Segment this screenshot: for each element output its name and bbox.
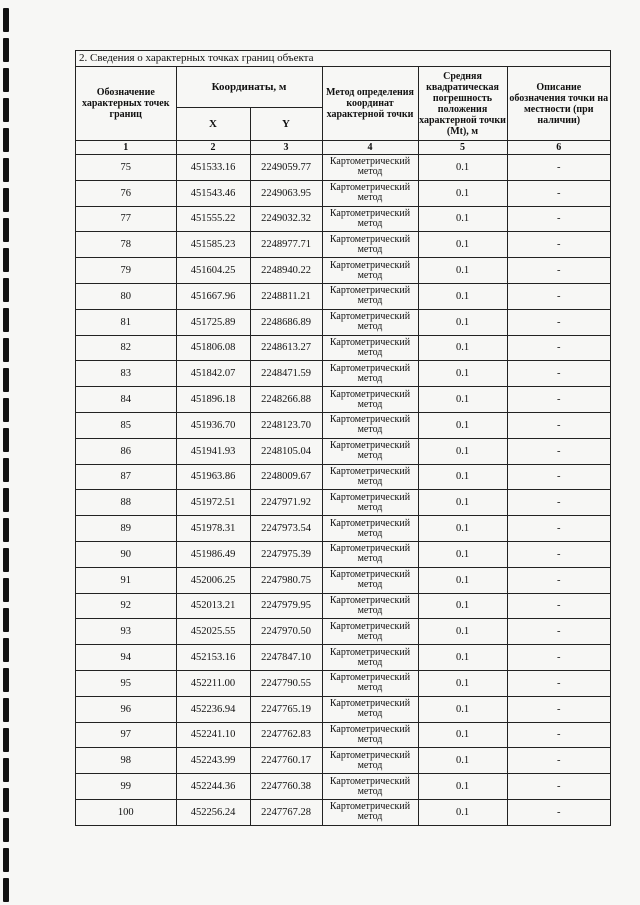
description: -	[507, 232, 610, 258]
binding-mark	[3, 68, 9, 92]
accuracy: 0.1	[418, 361, 507, 387]
description: -	[507, 155, 610, 181]
coord-x: 451941.93	[176, 438, 250, 464]
point-number: 81	[76, 309, 176, 335]
binding-mark	[3, 638, 9, 662]
description: -	[507, 180, 610, 206]
point-number: 88	[76, 490, 176, 516]
method-text: метод	[357, 630, 383, 642]
binding-mark	[3, 608, 9, 632]
accuracy: 0.1	[418, 722, 507, 748]
table-row	[76, 180, 610, 206]
method	[322, 619, 418, 645]
coord-x: 452256.24	[176, 799, 250, 824]
accuracy: 0.1	[418, 309, 507, 335]
header-designation: Обозначение характерных точек границ	[76, 67, 176, 141]
method-text: метод	[357, 372, 383, 384]
table-row	[76, 593, 610, 619]
method	[322, 516, 418, 542]
coord-x: 451667.96	[176, 283, 250, 309]
point-number: 100	[76, 799, 176, 824]
point-number: 94	[76, 645, 176, 671]
point-number: 79	[76, 258, 176, 284]
coord-x: 452236.94	[176, 696, 250, 722]
accuracy: 0.1	[418, 516, 507, 542]
coord-x: 451986.49	[176, 541, 250, 567]
method-text: Картометрический	[329, 388, 411, 400]
coord-x: 451963.86	[176, 464, 250, 490]
accuracy: 0.1	[418, 387, 507, 413]
binding-mark	[3, 728, 9, 752]
description: -	[507, 412, 610, 438]
description: -	[507, 206, 610, 232]
column-number: 6	[507, 141, 610, 155]
binding-mark	[3, 758, 9, 782]
method	[322, 464, 418, 490]
column-number: 2	[176, 141, 250, 155]
point-number: 90	[76, 541, 176, 567]
binding-hole-marks	[3, 0, 13, 905]
method-text: метод	[357, 295, 383, 307]
accuracy: 0.1	[418, 155, 507, 181]
method-text: метод	[357, 243, 383, 255]
binding-mark	[3, 488, 9, 512]
table-row	[76, 206, 610, 232]
coord-x: 451806.08	[176, 335, 250, 361]
binding-mark	[3, 848, 9, 872]
binding-mark	[3, 338, 9, 362]
point-number: 85	[76, 412, 176, 438]
coord-y: 2247765.19	[250, 696, 322, 722]
point-number: 97	[76, 722, 176, 748]
method-text: Картометрический	[329, 362, 411, 374]
table-row	[76, 748, 610, 774]
accuracy: 0.1	[418, 593, 507, 619]
method-text: метод	[357, 424, 383, 436]
method	[322, 335, 418, 361]
method-text: метод	[357, 708, 383, 720]
accuracy: 0.1	[418, 464, 507, 490]
point-number: 95	[76, 670, 176, 696]
table-row	[76, 670, 610, 696]
header-coordinates: Координаты, м	[176, 67, 322, 108]
table-row	[76, 155, 610, 181]
table-row	[76, 361, 610, 387]
coord-y: 2248940.22	[250, 258, 322, 284]
description: -	[507, 335, 610, 361]
coord-x: 451936.70	[176, 412, 250, 438]
binding-mark	[3, 518, 9, 542]
description: -	[507, 541, 610, 567]
method-text: Картометрический	[329, 723, 411, 735]
point-number: 91	[76, 567, 176, 593]
point-number: 87	[76, 464, 176, 490]
description: -	[507, 567, 610, 593]
method-text: Картометрический	[329, 801, 411, 813]
point-number: 93	[76, 619, 176, 645]
binding-mark	[3, 398, 9, 422]
method	[322, 774, 418, 800]
description: -	[507, 258, 610, 284]
method-text: Картометрический	[329, 311, 411, 323]
point-number: 75	[76, 155, 176, 181]
point-number: 99	[76, 774, 176, 800]
coord-y: 2249032.32	[250, 206, 322, 232]
coord-x: 452153.16	[176, 645, 250, 671]
table-row	[76, 438, 610, 464]
description: -	[507, 464, 610, 490]
method	[322, 387, 418, 413]
method-text: метод	[357, 553, 383, 565]
coord-y: 2247971.92	[250, 490, 322, 516]
column-number: 1	[76, 141, 176, 155]
coord-x: 452006.25	[176, 567, 250, 593]
table-row	[76, 258, 610, 284]
section-title: 2. Сведения о характерных точках границ объекта	[76, 51, 610, 67]
method	[322, 593, 418, 619]
accuracy: 0.1	[418, 748, 507, 774]
coord-y: 2249059.77	[250, 155, 322, 181]
point-number: 89	[76, 516, 176, 542]
coord-x: 451972.51	[176, 490, 250, 516]
description: -	[507, 387, 610, 413]
method	[322, 180, 418, 206]
description: -	[507, 438, 610, 464]
accuracy: 0.1	[418, 258, 507, 284]
description: -	[507, 670, 610, 696]
coord-y: 2248105.04	[250, 438, 322, 464]
method-text: метод	[357, 501, 383, 513]
coord-x: 451604.25	[176, 258, 250, 284]
binding-mark	[3, 458, 9, 482]
method-text: Картометрический	[329, 233, 411, 245]
description: -	[507, 799, 610, 824]
coord-x: 451585.23	[176, 232, 250, 258]
binding-mark	[3, 278, 9, 302]
binding-mark	[3, 368, 9, 392]
table-row	[76, 516, 610, 542]
coord-y: 2247762.83	[250, 722, 322, 748]
accuracy: 0.1	[418, 232, 507, 258]
binding-mark	[3, 128, 9, 152]
method	[322, 696, 418, 722]
table-row	[76, 774, 610, 800]
method	[322, 232, 418, 258]
header-description: Описание обозначения точки на местности (при наличии)	[507, 67, 610, 141]
method-text: метод	[357, 346, 383, 358]
table-row	[76, 567, 610, 593]
method-text: метод	[357, 785, 383, 797]
accuracy: 0.1	[418, 438, 507, 464]
method-text: Картометрический	[329, 517, 411, 529]
method	[322, 258, 418, 284]
coord-x: 451842.07	[176, 361, 250, 387]
binding-mark	[3, 878, 9, 902]
coord-y: 2248009.67	[250, 464, 322, 490]
description: -	[507, 619, 610, 645]
method-text: Картометрический	[329, 775, 411, 787]
binding-mark	[3, 698, 9, 722]
column-number-row	[76, 141, 610, 155]
method-text: метод	[357, 450, 383, 462]
method	[322, 567, 418, 593]
binding-mark	[3, 308, 9, 332]
method-text: метод	[357, 579, 383, 591]
point-number: 80	[76, 283, 176, 309]
table-row	[76, 696, 610, 722]
method-text: Картометрический	[329, 698, 411, 710]
coord-y: 2248613.27	[250, 335, 322, 361]
table-row	[76, 799, 610, 824]
coord-y: 2248123.70	[250, 412, 322, 438]
point-number: 98	[76, 748, 176, 774]
table-row	[76, 619, 610, 645]
method-text: Картометрический	[329, 336, 411, 348]
description: -	[507, 645, 610, 671]
table-row	[76, 541, 610, 567]
coord-x: 452244.36	[176, 774, 250, 800]
accuracy: 0.1	[418, 206, 507, 232]
binding-mark	[3, 188, 9, 212]
coord-y: 2247767.28	[250, 799, 322, 824]
binding-mark	[3, 248, 9, 272]
point-number: 77	[76, 206, 176, 232]
method	[322, 361, 418, 387]
coord-x: 451978.31	[176, 516, 250, 542]
method	[322, 412, 418, 438]
method	[322, 490, 418, 516]
binding-mark	[3, 548, 9, 572]
accuracy: 0.1	[418, 541, 507, 567]
method-text: Картометрический	[329, 620, 411, 632]
table-row	[76, 412, 610, 438]
table-row	[76, 722, 610, 748]
accuracy: 0.1	[418, 490, 507, 516]
method-text: Картометрический	[329, 594, 411, 606]
coord-y: 2248977.71	[250, 232, 322, 258]
coord-x: 452025.55	[176, 619, 250, 645]
boundary-points-section	[75, 50, 611, 826]
accuracy: 0.1	[418, 180, 507, 206]
accuracy: 0.1	[418, 335, 507, 361]
table-row	[76, 283, 610, 309]
accuracy: 0.1	[418, 670, 507, 696]
accuracy: 0.1	[418, 283, 507, 309]
description: -	[507, 748, 610, 774]
table-row	[76, 645, 610, 671]
binding-mark	[3, 818, 9, 842]
coord-y: 2247973.54	[250, 516, 322, 542]
description: -	[507, 516, 610, 542]
column-number: 4	[322, 141, 418, 155]
method-text: метод	[357, 733, 383, 745]
coord-y: 2247980.75	[250, 567, 322, 593]
point-number: 86	[76, 438, 176, 464]
coord-y: 2248471.59	[250, 361, 322, 387]
point-number: 76	[76, 180, 176, 206]
binding-mark	[3, 428, 9, 452]
table-row	[76, 335, 610, 361]
method	[322, 309, 418, 335]
method-text: метод	[357, 759, 383, 771]
binding-mark	[3, 158, 9, 182]
method-text: метод	[357, 527, 383, 539]
method-text: метод	[357, 192, 383, 204]
coord-y: 2247975.39	[250, 541, 322, 567]
method	[322, 722, 418, 748]
point-number: 96	[76, 696, 176, 722]
description: -	[507, 593, 610, 619]
method	[322, 645, 418, 671]
binding-mark	[3, 8, 9, 32]
accuracy: 0.1	[418, 696, 507, 722]
method-text: Картометрический	[329, 156, 411, 168]
coord-x: 451543.46	[176, 180, 250, 206]
coord-y: 2248686.89	[250, 309, 322, 335]
accuracy: 0.1	[418, 774, 507, 800]
coord-y: 2247847.10	[250, 645, 322, 671]
header-x: X	[176, 108, 250, 141]
method-text: Картометрический	[329, 749, 411, 761]
coord-y: 2247760.17	[250, 748, 322, 774]
method-text: Картометрический	[329, 285, 411, 297]
coord-x: 452241.10	[176, 722, 250, 748]
method-text: метод	[357, 656, 383, 668]
method-text: метод	[357, 398, 383, 410]
method	[322, 748, 418, 774]
description: -	[507, 722, 610, 748]
description: -	[507, 774, 610, 800]
coord-x: 452211.00	[176, 670, 250, 696]
method-text: метод	[357, 269, 383, 281]
method-text: Картометрический	[329, 491, 411, 503]
header-method: Метод определения координат характерной точки	[322, 67, 418, 141]
method-text: Картометрический	[329, 465, 411, 477]
method-text: Картометрический	[329, 672, 411, 684]
coord-y: 2247979.95	[250, 593, 322, 619]
description: -	[507, 283, 610, 309]
method-text: Картометрический	[329, 569, 411, 581]
accuracy: 0.1	[418, 799, 507, 824]
method-text: метод	[357, 217, 383, 229]
method	[322, 670, 418, 696]
coord-y: 2248266.88	[250, 387, 322, 413]
method-text: Картометрический	[329, 259, 411, 271]
header-accuracy: Средняя квадратическая погрешность положения характерной точки (Mt), м	[418, 67, 507, 141]
method-text: метод	[357, 166, 383, 178]
accuracy: 0.1	[418, 645, 507, 671]
method-text: Картометрический	[329, 440, 411, 452]
point-number: 83	[76, 361, 176, 387]
point-number: 92	[76, 593, 176, 619]
method	[322, 155, 418, 181]
description: -	[507, 490, 610, 516]
coord-y: 2247760.38	[250, 774, 322, 800]
method-text: Картометрический	[329, 207, 411, 219]
coord-x: 451896.18	[176, 387, 250, 413]
accuracy: 0.1	[418, 619, 507, 645]
point-number: 78	[76, 232, 176, 258]
method-text: Картометрический	[329, 414, 411, 426]
accuracy: 0.1	[418, 412, 507, 438]
table-row	[76, 464, 610, 490]
method-text: Картометрический	[329, 646, 411, 658]
column-number: 3	[250, 141, 322, 155]
method-text: Картометрический	[329, 543, 411, 555]
coord-y: 2249063.95	[250, 180, 322, 206]
binding-mark	[3, 788, 9, 812]
accuracy: 0.1	[418, 567, 507, 593]
point-number: 82	[76, 335, 176, 361]
coord-y: 2247790.55	[250, 670, 322, 696]
coord-x: 451725.89	[176, 309, 250, 335]
table-body	[76, 141, 610, 825]
table-row	[76, 490, 610, 516]
method	[322, 541, 418, 567]
method	[322, 283, 418, 309]
method-text: Картометрический	[329, 182, 411, 194]
coord-x: 451555.22	[176, 206, 250, 232]
table-row	[76, 387, 610, 413]
binding-mark	[3, 38, 9, 62]
method-text: метод	[357, 682, 383, 694]
binding-mark	[3, 98, 9, 122]
point-number: 84	[76, 387, 176, 413]
column-number: 5	[418, 141, 507, 155]
description: -	[507, 696, 610, 722]
method	[322, 799, 418, 824]
method-text: метод	[357, 811, 383, 823]
description: -	[507, 309, 610, 335]
coord-y: 2248811.21	[250, 283, 322, 309]
method-text: метод	[357, 321, 383, 333]
header-y: Y	[250, 108, 322, 141]
binding-mark	[3, 668, 9, 692]
coord-y: 2247970.50	[250, 619, 322, 645]
table-row	[76, 232, 610, 258]
coord-x: 452013.21	[176, 593, 250, 619]
method-text: метод	[357, 475, 383, 487]
method	[322, 438, 418, 464]
description: -	[507, 361, 610, 387]
method-text: метод	[357, 604, 383, 616]
method	[322, 206, 418, 232]
coord-x: 451533.16	[176, 155, 250, 181]
boundary-points-table	[76, 67, 610, 825]
binding-mark	[3, 578, 9, 602]
coord-x: 452243.99	[176, 748, 250, 774]
binding-mark	[3, 218, 9, 242]
table-row	[76, 309, 610, 335]
